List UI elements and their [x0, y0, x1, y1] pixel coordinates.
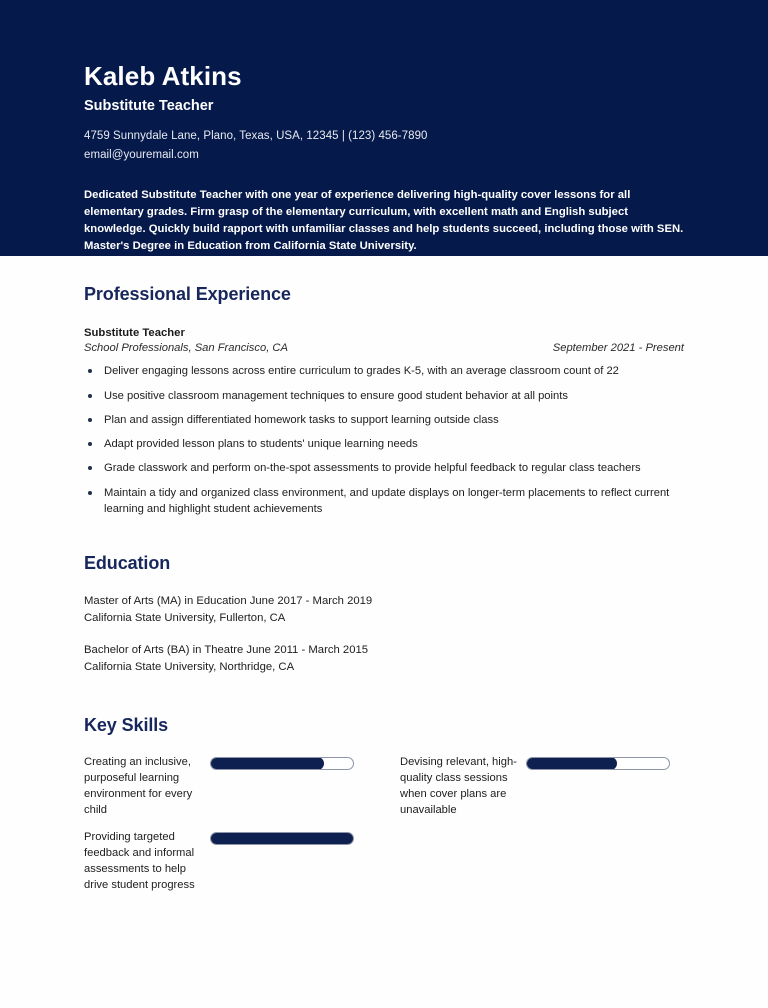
duty-item — [84, 363, 684, 379]
contact-address: 4759 Sunnydale Lane, Plano, Texas, USA, 12345 | (123) 456-7890 — [84, 130, 428, 143]
skill-bar-track — [210, 757, 354, 770]
section-key-skills — [0, 715, 768, 904]
duty-text: Use positive classroom management techniques to ensure good student behavior at all points — [104, 389, 568, 402]
professional-summary: Dedicated Substitute Teacher with one year of experience delivering high-quality cover lessons for all elementary grades. Firm grasp of the elementary curriculum, with excellent math and English subject knowledge. Quickly build rapport with unfamiliar classes and help students succeed, including those with SEN. Master's Degree in Education from California State University. — [84, 188, 684, 252]
duty-item — [84, 460, 684, 476]
duty-text: Maintain a tidy and organized class environment, and update displays on longer-term placements to reflect current learning and highlight student achievements — [104, 486, 670, 515]
experience-role: Substitute Teacher — [84, 327, 185, 339]
education-degree: Master of Arts (MA) in Education June 2017 - March 2019 — [84, 595, 373, 608]
skills-grid — [84, 754, 684, 904]
duty-text: Adapt provided lesson plans to students' unique learning needs — [104, 438, 418, 451]
bullet-point-icon — [88, 418, 92, 422]
education-degree: Bachelor of Arts (BA) in Theatre June 2011 - March 2015 — [84, 644, 369, 657]
bullet-point-icon — [88, 369, 92, 373]
skill-label: Creating an inclusive, purposeful learning environment for every child — [84, 755, 193, 817]
skill-bar-track — [210, 832, 354, 845]
duty-text: Grade classwork and perform on-the-spot assessments to provide helpful feedback to regular class teachers — [104, 462, 641, 475]
education-entry — [84, 642, 684, 676]
experience-meta-row — [84, 342, 684, 354]
section-education — [0, 553, 768, 677]
skill-item — [84, 829, 382, 894]
skill-bar-track — [526, 757, 670, 770]
duty-item — [84, 412, 684, 428]
skill-bar-fill — [210, 832, 354, 845]
skill-item — [400, 754, 698, 819]
experience-dates: September 2021 - Present — [552, 342, 684, 355]
duty-item — [84, 485, 684, 517]
experience-duties-list — [84, 363, 684, 517]
education-school: California State University, Fullerton, CA — [84, 612, 286, 625]
candidate-job-title: Substitute Teacher — [84, 97, 214, 114]
skill-bar-fill — [526, 757, 617, 770]
bullet-point-icon — [88, 491, 92, 495]
duty-text: Plan and assign differentiated homework tasks to support learning outside class — [104, 413, 499, 426]
contact-email[interactable]: email@youremail.com — [84, 148, 199, 161]
education-entry — [84, 593, 684, 627]
duty-item — [84, 436, 684, 452]
duty-item — [84, 388, 684, 404]
skill-bar-container — [210, 757, 354, 770]
resume-body — [0, 256, 768, 904]
skill-bar-fill — [210, 757, 324, 770]
skill-bar-container — [210, 832, 354, 845]
skill-item — [84, 754, 382, 819]
skill-label: Providing targeted feedback and informal assessments to help drive student progress — [84, 830, 195, 892]
skill-bar-container — [526, 757, 670, 770]
section-title-education: Education — [84, 553, 171, 574]
bullet-point-icon — [88, 394, 92, 398]
skill-label: Devising relevant, high-quality class sessions when cover plans are unavailable — [400, 755, 517, 817]
duty-text: Deliver engaging lessons across entire curriculum to grades K-5, with an average classroom count of 22 — [104, 365, 619, 378]
education-school: California State University, Northridge, CA — [84, 661, 295, 674]
section-title-experience: Professional Experience — [84, 284, 291, 304]
section-professional-experience — [0, 284, 768, 517]
resume-header-banner — [0, 0, 768, 256]
experience-company: School Professionals, San Francisco, CA — [84, 342, 288, 355]
experience-entry — [84, 325, 684, 517]
bullet-point-icon — [88, 466, 92, 470]
section-title-skills: Key Skills — [84, 714, 169, 735]
candidate-name: Kaleb Atkins — [84, 61, 242, 91]
header-content — [84, 62, 684, 255]
bullet-point-icon — [88, 442, 92, 446]
